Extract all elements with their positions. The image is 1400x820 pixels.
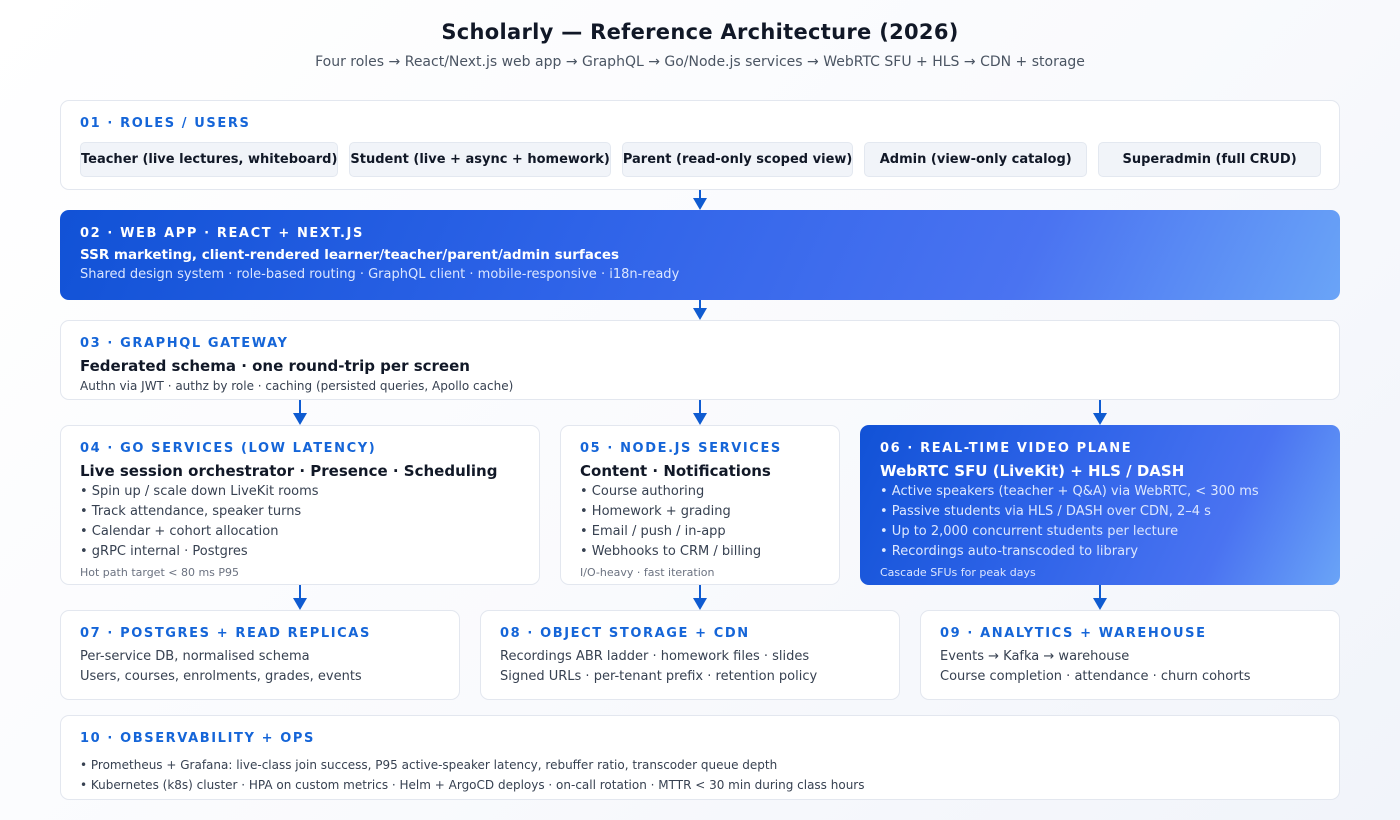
ops-line: • Prometheus + Grafana: live-class join success, P95 active-speaker latency, rebuffer ratio, transcoder queue depth: [80, 758, 778, 772]
diagram-title: Scholarly — Reference Architecture (2026): [441, 20, 959, 44]
diagram-subtitle: Four roles → React/Next.js web app → GraphQL → Go/Node.js services → WebRTC SFU + HLS → CDN + storage: [315, 54, 1085, 70]
role-teacher: Teacher (live lectures, whiteboard): [80, 142, 338, 177]
video-plane-footnote: Cascade SFUs for peak days: [880, 566, 1036, 579]
analytics-line: Course completion · attendance · churn cohorts: [940, 669, 1251, 684]
storage-line: Recordings ABR ladder · homework files · slides: [500, 649, 810, 664]
arrow-go-to-postgres: [293, 585, 307, 610]
storage-label: 08 · OBJECT STORAGE + CDN: [500, 626, 750, 641]
arrow-gateway-to-video: [1093, 400, 1107, 425]
postgres-card: [60, 610, 460, 700]
postgres-line: Per-service DB, normalised schema: [80, 649, 310, 664]
storage-card: [480, 610, 900, 700]
node-services-line: • Webhooks to CRM / billing: [580, 544, 762, 559]
gateway-desc: Authn via JWT · authz by role · caching (persisted queries, Apollo cache): [80, 379, 514, 393]
webapp-card: [60, 210, 1340, 300]
gateway-label: 03 · GRAPHQL GATEWAY: [80, 336, 289, 351]
node-services-label: 05 · NODE.JS SERVICES: [580, 441, 782, 456]
arrow-gateway-to-node: [693, 400, 707, 425]
go-services-label: 04 · GO SERVICES (LOW LATENCY): [80, 441, 377, 456]
roles-list: [80, 142, 1321, 177]
webapp-label: 02 · WEB APP · REACT + NEXT.JS: [80, 226, 364, 241]
video-plane-line: • Up to 2,000 concurrent students per lecture: [880, 524, 1179, 539]
role-admin: Admin (view-only catalog): [864, 142, 1087, 177]
node-services-footnote: I/O-heavy · fast iteration: [580, 566, 715, 579]
analytics-card: [920, 610, 1340, 700]
go-services-heading: Live session orchestrator · Presence · Scheduling: [80, 462, 498, 480]
video-plane-heading: WebRTC SFU (LiveKit) + HLS / DASH: [880, 462, 1185, 480]
arrow-node-to-storage: [693, 585, 707, 610]
go-services-footnote: Hot path target < 80 ms P95: [80, 566, 240, 579]
node-services-heading: Content · Notifications: [580, 462, 771, 480]
video-plane-line: • Active speakers (teacher + Q&A) via WebRTC, < 300 ms: [880, 484, 1259, 499]
webapp-heading: SSR marketing, client-rendered learner/teacher/parent/admin surfaces: [80, 247, 620, 263]
video-plane-label: 06 · REAL-TIME VIDEO PLANE: [880, 441, 1133, 456]
go-services-line: • Track attendance, speaker turns: [80, 504, 302, 519]
gateway-heading: Federated schema · one round-trip per screen: [80, 357, 470, 375]
arrow-roles-to-webapp: [693, 190, 707, 210]
ops-label: 10 · OBSERVABILITY + OPS: [80, 731, 315, 746]
go-services-line: • gRPC internal · Postgres: [80, 544, 248, 559]
node-services-card: [560, 425, 840, 585]
analytics-label: 09 · ANALYTICS + WAREHOUSE: [940, 626, 1207, 641]
node-services-line: • Email / push / in-app: [580, 524, 726, 539]
video-plane-line: • Passive students via HLS / DASH over CDN, 2–4 s: [880, 504, 1211, 519]
role-parent: Parent (read-only scoped view): [622, 142, 854, 177]
arrow-video-to-analytics: [1093, 585, 1107, 610]
gateway-card: [60, 320, 1340, 400]
postgres-line: Users, courses, enrolments, grades, events: [80, 669, 362, 684]
role-superadmin: Superadmin (full CRUD): [1098, 142, 1321, 177]
go-services-line: • Calendar + cohort allocation: [80, 524, 279, 539]
go-services-card: [60, 425, 540, 585]
postgres-label: 07 · POSTGRES + READ REPLICAS: [80, 626, 371, 641]
ops-card: [60, 715, 1340, 800]
roles-label: 01 · ROLES / USERS: [80, 116, 251, 131]
role-student: Student (live + async + homework): [349, 142, 610, 177]
ops-line: • Kubernetes (k8s) cluster · HPA on custom metrics · Helm + ArgoCD deploys · on-call rotation · MTTR < 30 min during class hours: [80, 778, 865, 792]
node-services-line: • Course authoring: [580, 484, 705, 499]
go-services-line: • Spin up / scale down LiveKit rooms: [80, 484, 319, 499]
storage-line: Signed URLs · per-tenant prefix · retention policy: [500, 669, 818, 684]
webapp-desc: Shared design system · role-based routing · GraphQL client · mobile-responsive · i18n-ready: [80, 267, 680, 282]
video-plane-card: [860, 425, 1340, 585]
analytics-line: Events → Kafka → warehouse: [940, 649, 1130, 664]
arrow-webapp-to-gateway: [693, 300, 707, 320]
video-plane-line: • Recordings auto-transcoded to library: [880, 544, 1139, 559]
node-services-line: • Homework + grading: [580, 504, 731, 519]
roles-card: [60, 100, 1340, 190]
arrow-gateway-to-go: [293, 400, 307, 425]
